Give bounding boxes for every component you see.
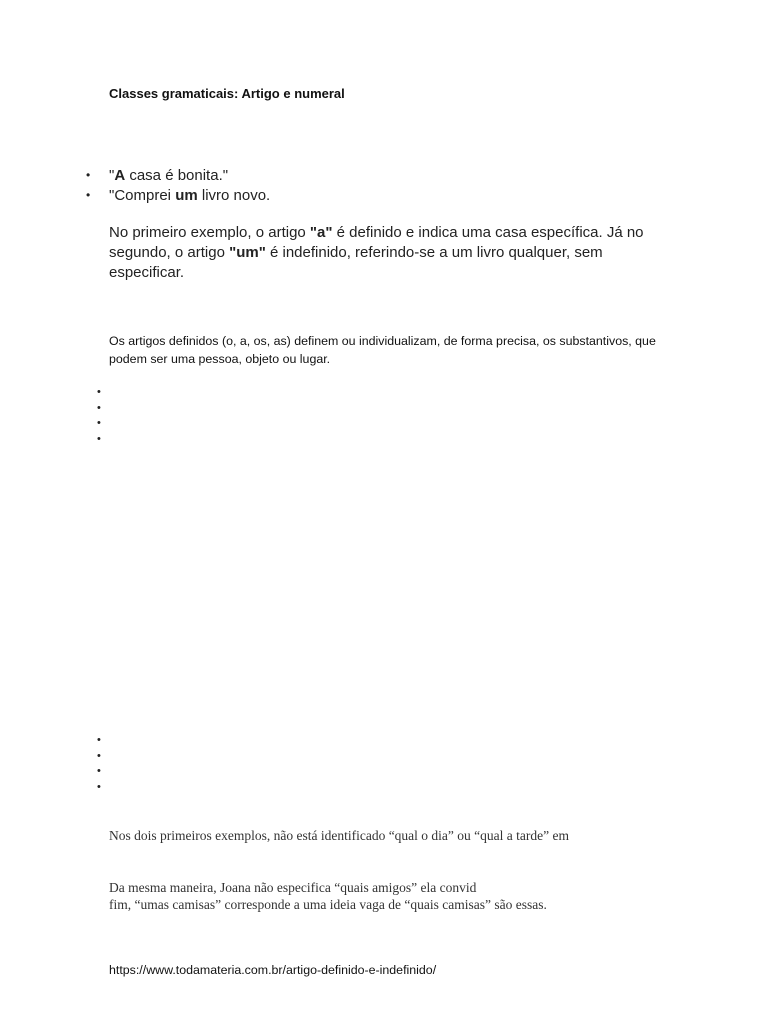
list-item: • "Comprei um livro novo. [109, 186, 270, 206]
explanation-paragraph: No primeiro exemplo, o artigo "a" é definido e indica uma casa específica. Já no segundo, o artigo "um" é indefinido, referindo-se a um livro qualquer, sem especificar. [109, 224, 644, 281]
serif-paragraph: Da mesma maneira, Joana não especifica “quais amigos” ela convid fim, “umas camisas” corresponde a uma ideia vaga de “quais camisas” são essas. [109, 880, 547, 912]
source-link[interactable]: https://www.todamateria.com.br/artigo-definido-e-indefinido/ [109, 963, 437, 977]
list-item: • "A casa é bonita." [109, 166, 270, 186]
definite-articles-paragraph: Os artigos definidos (o, a, os, as) definem ou individualizam, de forma precisa, os substantivos, que podem ser uma pessoa, objeto ou lugar. [109, 334, 656, 366]
article-um: um [175, 186, 198, 204]
example-list [109, 166, 270, 205]
article-a: A [114, 167, 126, 184]
page-title: Classes gramaticais: Artigo e numeral [109, 86, 345, 101]
serif-paragraph: Nos dois primeiros exemplos, não está identificado “qual o dia” ou “qual a tarde” em [109, 828, 569, 843]
